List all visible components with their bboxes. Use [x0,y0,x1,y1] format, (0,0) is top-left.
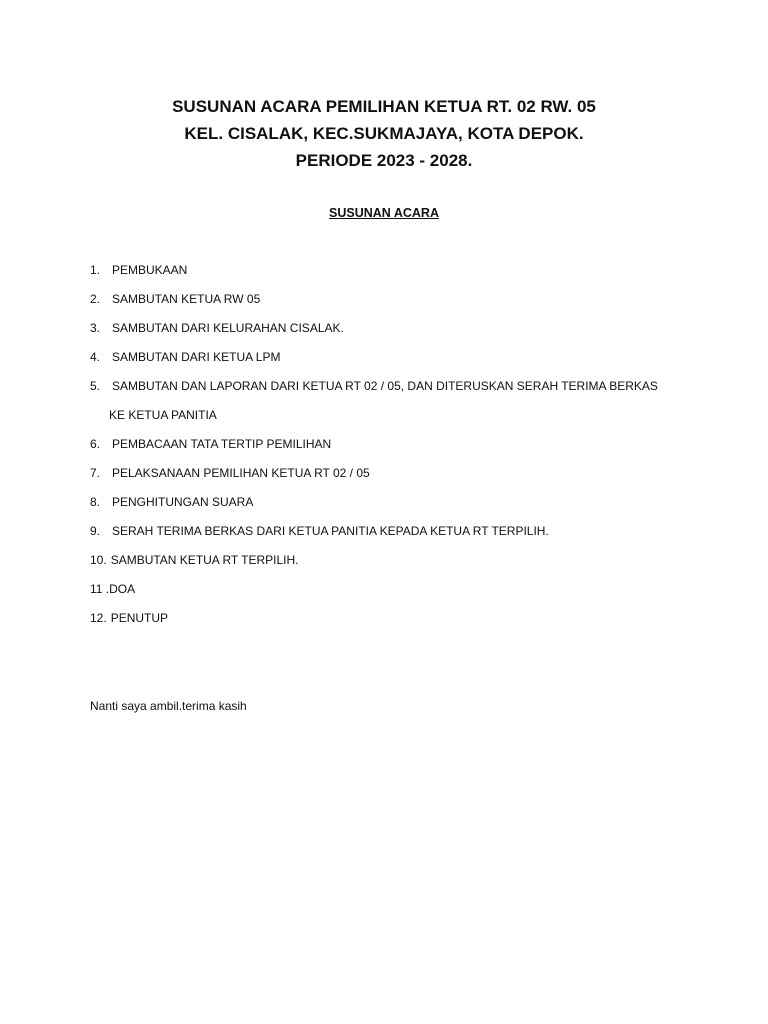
section-heading: SUSUNAN ACARA [329,206,439,220]
agenda-item-6 [90,436,730,465]
agenda-number: 8. [90,495,101,509]
agenda-number: 6. [90,437,101,451]
closing-note: Nanti saya ambil.terima kasih [90,699,247,713]
agenda-item-12 [90,610,730,639]
agenda-text: SAMBUTAN KETUA RW 05 [112,292,261,306]
agenda-item-11 [90,581,730,610]
agenda-number: 2. [90,292,101,306]
agenda-item-5 [90,378,730,407]
title-line-1: SUSUNAN ACARA PEMILIHAN KETUA RT. 02 RW. 05 [172,97,596,116]
document-title [0,93,768,174]
agenda-text: SAMBUTAN DAN LAPORAN DARI KETUA RT 02 / 05, DAN DITERUSKAN SERAH TERIMA BERKAS [112,379,658,393]
agenda-number: 4. [90,350,101,364]
agenda-number: 11 . [90,582,110,596]
agenda-number: 12. [90,611,107,625]
agenda-item-5-continued [90,407,730,436]
agenda-text: SERAH TERIMA BERKAS DARI KETUA PANITIA KEPADA KETUA RT TERPILIH. [112,524,549,538]
agenda-item-2 [90,291,730,320]
title-line-3: PERIODE 2023 - 2028. [295,151,473,170]
agenda-item-3 [90,320,730,349]
agenda-number: 9. [90,524,101,538]
agenda-text: KE KETUA PANITIA [109,408,217,422]
agenda-text: PEMBUKAAN [112,263,188,277]
agenda-text: SAMBUTAN DARI KETUA LPM [112,350,281,364]
agenda-text: PENUTUP [110,611,169,625]
agenda-number: 3. [90,321,101,335]
agenda-text: DOA [109,582,136,596]
agenda-text: PEMBACAAN TATA TERTIP PEMILIHAN [112,437,332,451]
agenda-text: PENGHITUNGAN SUARA [112,495,254,509]
agenda-number: 10. [90,553,107,567]
agenda-item-8 [90,494,730,523]
agenda-number: 7. [90,466,101,480]
agenda-text: PELAKSANAAN PEMILIHAN KETUA RT 02 / 05 [112,466,370,480]
agenda-item-4 [90,349,730,378]
agenda-text: SAMBUTAN KETUA RT TERPILIH. [110,553,299,567]
agenda-text: SAMBUTAN DARI KELURAHAN CISALAK. [112,321,344,335]
agenda-item-1 [90,262,730,291]
agenda-number: 5. [90,379,101,393]
agenda-list [90,262,730,639]
agenda-item-9 [90,523,730,552]
agenda-item-7 [90,465,730,494]
title-line-2: KEL. CISALAK, KEC.SUKMAJAYA, KOTA DEPOK. [184,124,584,143]
agenda-number: 1. [90,263,101,277]
agenda-item-10 [90,552,730,581]
